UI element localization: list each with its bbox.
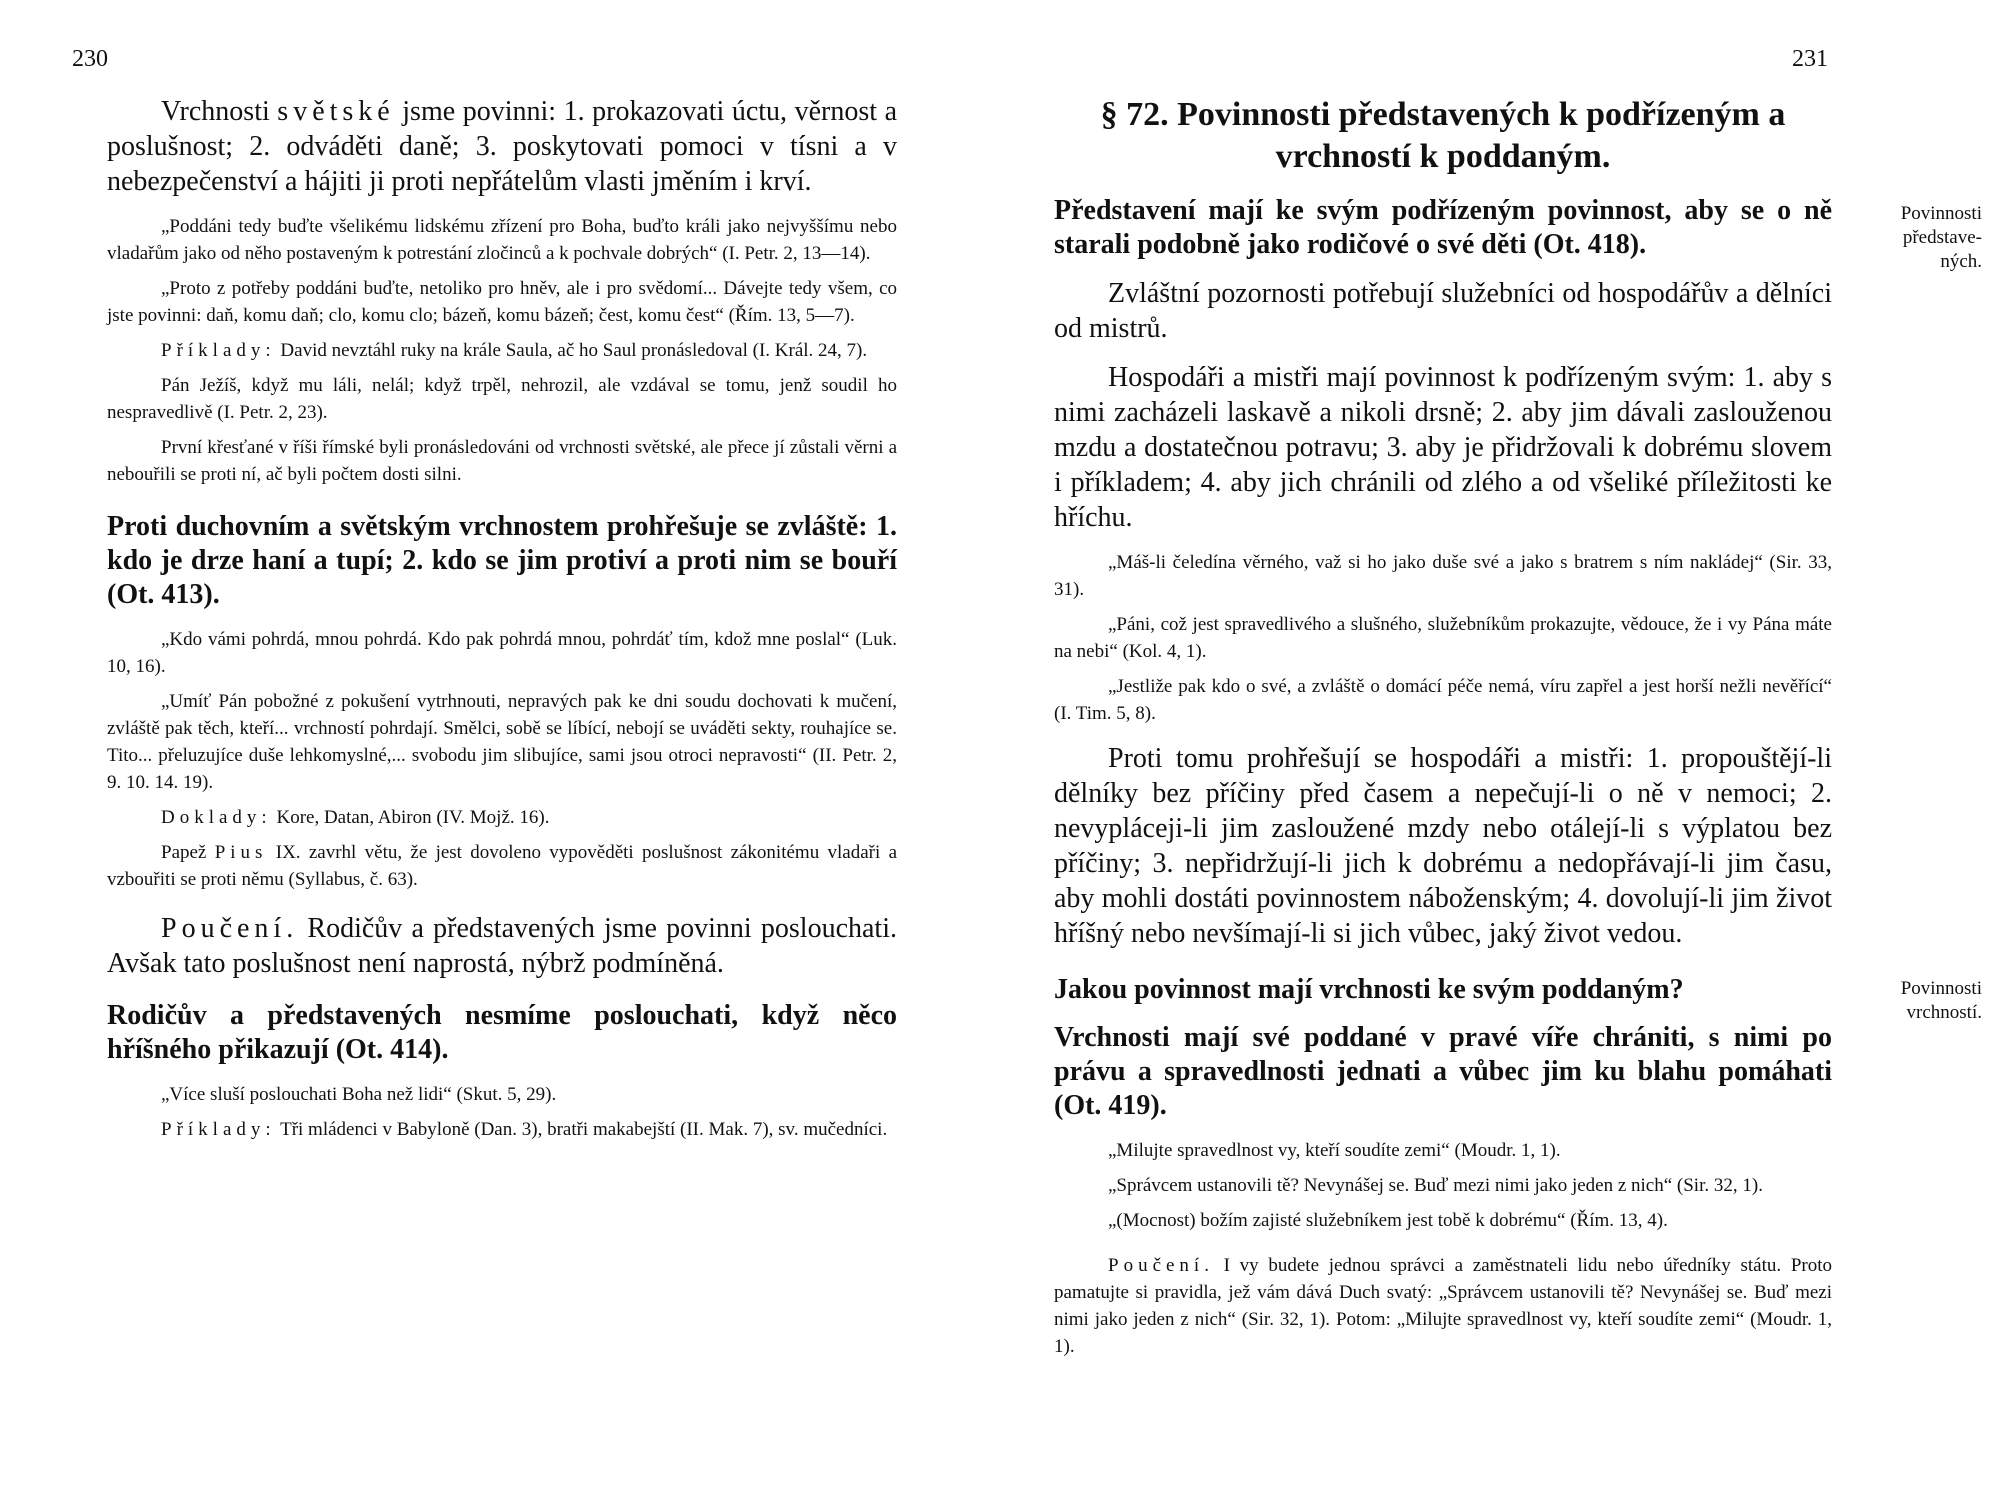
margin-note bbox=[1842, 977, 1982, 1025]
paragraph bbox=[107, 94, 897, 199]
quote-paragraph: „(Mocnost) božím zajisté služebníkem jest tobě k dobrému“ (Řím. 13, 4). bbox=[1108, 1210, 1668, 1231]
quote-paragraph: „Více sluší poslouchati Boha než lidi“ (Skut. 5, 29). bbox=[161, 1084, 557, 1105]
example-text: David nevztáhl ruky na krále Saula, ač ho Saul pronásledoval (I. Král. 24, 7). bbox=[280, 340, 868, 361]
paragraph-text: jsme povinni: 1. prokazovati úctu, věrnost a poslušnost; 2. odváděti daně; 3. poskytovati pomoci v tísni a v nebezpečenství a hájiti ji proti nepřátelům vlasti jměním i krví. bbox=[107, 96, 897, 197]
question-heading: Jakou povinnost mají vrchnosti ke svým poddaným? bbox=[1054, 974, 1684, 1005]
bold-rule: Rodičův a představených nesmíme poslouchati, když něco hříšného přikazují (Ot. 414). bbox=[107, 1000, 897, 1065]
right-column bbox=[1054, 94, 1832, 1360]
paragraph-lead: Papež bbox=[161, 842, 207, 863]
quote-paragraph: „Páni, což jest spravedlivého a slušného, služebníkům prokazujte, vědouce, že i vy Pána máte na nebi“ (Kol. 4, 1). bbox=[1054, 614, 1832, 662]
example-label: Příklady: bbox=[161, 340, 276, 361]
note-paragraph bbox=[107, 839, 897, 893]
bold-rule: Proti duchovním a světským vrchnostem prohřešuje se zvláště: 1. kdo je drze haní a tupí; 2. kdo se jim protiví a proti nim se bouří (Ot. 413). bbox=[107, 511, 897, 610]
quote-paragraph: „Milujte spravedlnost vy, kteří soudíte zemi“ (Moudr. 1, 1). bbox=[1108, 1140, 1561, 1161]
quote-paragraph: „Máš-li čeledína věrného, važ si ho jako duše své a jako s bratrem s ním nakládej“ (Sir. 33, 31). bbox=[1054, 552, 1832, 600]
example-paragraph bbox=[107, 337, 897, 364]
section-heading: § 72. Povinnosti představených k podřízeným a vrchností k poddaným. bbox=[1100, 96, 1786, 175]
left-column bbox=[107, 94, 897, 1143]
lesson-paragraph bbox=[1054, 1252, 1832, 1360]
margin-note-line: Povinnosti bbox=[1900, 978, 1982, 999]
lesson-label: Poučení. bbox=[1108, 1255, 1214, 1276]
quote-paragraph: „Kdo vámi pohrdá, mnou pohrdá. Kdo pak pohrdá mnou, pohrdáť tím, kdož mne poslal“ (Luk. 10, 16). bbox=[107, 629, 897, 677]
evidence-text: Kore, Datan, Abiron (IV. Mojž. 16). bbox=[276, 807, 550, 828]
bold-rule: Představení mají ke svým podřízeným povinnost, aby se o ně starali podobně jako rodičové o své děti (Ot. 418). bbox=[1054, 195, 1832, 260]
page-number-right: 231 bbox=[1792, 46, 1828, 72]
margin-note-line: Povinnosti bbox=[1900, 203, 1982, 224]
quote-paragraph: „Správcem ustanovili tě? Nevynášej se. Buď mezi nimi jako jeden z nich“ (Sir. 32, 1). bbox=[1108, 1175, 1763, 1196]
margin-note-line: vrchností. bbox=[1906, 1002, 1982, 1023]
bold-rule: Vrchnosti mají své poddané v pravé víře chrániti, s nimi po právu a spravedlnosti jednati a vůbec jim ku blahu pomáhati (Ot. 419). bbox=[1054, 1022, 1832, 1121]
paragraph: Hospodáři a mistři mají povinnost k podřízeným svým: 1. aby s nimi zacházeli laskavě a nikoli drsně; 2. aby jim dávali zaslouženou mzdu a dostatečnou potravu; 3. aby je přidržovali k dobrému slovem i příkladem; 4. aby jich chránili od zlého a od všeliké příležitosti ke hříchu. bbox=[1054, 362, 1832, 533]
quote-paragraph: „Umíť Pán pobožné z pokušení vytrhnouti, nepravých pak ke dni soudu dochovati k mučení, zvláště pak těch, kteří... vrchností pohrdají. Smělci, sobě se líbící, nebojí se uváděti sekty, rouhajíce se. Tito... přeluzujíce duše lehkomyslné,... svobodu jim slibujíce, sami jsou otroci nepravosti“ (II. Petr. 2, 9. 10. 14. 19). bbox=[107, 691, 897, 793]
page-number-left: 230 bbox=[72, 46, 108, 72]
spaced-term: světské bbox=[277, 96, 395, 127]
spaced-term: Pius bbox=[214, 842, 268, 863]
example-label: Příklady: bbox=[161, 1119, 276, 1140]
evidence-label: Doklady: bbox=[161, 807, 272, 828]
lesson-label: Poučení. bbox=[161, 913, 299, 944]
quote-paragraph: „Proto z potřeby poddáni buďte, netoliko pro hněv, ale i pro svědomí... Dávejte tedy všem, co jste povinni: daň, komu daň; clo, komu clo; bázeň, komu bázeň; čest, komu čest“ (Řím. 13, 5—7). bbox=[107, 278, 897, 326]
lesson-text: Rodičův a představených jsme povinni poslouchati. Avšak tato poslušnost není naprostá, nýbrž podmíněná. bbox=[107, 913, 897, 979]
note-paragraph: První křesťané v říši římské byli pronásledováni od vrchnosti světské, ale přece jí zůstali věrni a nebouřili se proti ní, ač byli počtem dosti silni. bbox=[107, 437, 897, 485]
right-page bbox=[996, 0, 1992, 1500]
margin-note-line: představe- bbox=[1902, 227, 1982, 248]
paragraph: Zvláštní pozornosti potřebují služebníci od hospodářův a dělníci od mistrů. bbox=[1054, 278, 1832, 344]
example-paragraph bbox=[107, 1116, 897, 1143]
paragraph-text: IX. zavrhl větu, že jest dovoleno vypověděti poslušnost zákonitému vladaři a vzbouřiti se proti němu (Syllabus, č. 63). bbox=[107, 842, 898, 890]
paragraph-lead: Vrchnosti bbox=[161, 96, 270, 127]
margin-note bbox=[1842, 202, 1982, 274]
example-text: Tři mládenci v Babyloně (Dan. 3), bratři makabejští (II. Mak. 7), sv. mučedníci. bbox=[280, 1119, 888, 1140]
lesson-text: I vy budete jednou správci a zaměstnateli lidu nebo úředníky státu. Proto pamatujte si pravidla, jež vám dává Duch svatý: „Správcem ustanovili tě? Nevynášej se. Buď mezi nimi jako jeden z nich“ (Sir. 32, 1). Potom: „Milujte spravedlnost vy, kteří soudíte zemi“ (Moudr. 1, 1). bbox=[1054, 1255, 1832, 1357]
note-paragraph: Pán Ježíš, když mu láli, nelál; když trpěl, nehrozil, ale vzdával se tomu, jenž soudil ho nespravedlivě (I. Petr. 2, 23). bbox=[107, 375, 897, 423]
quote-paragraph: „Jestliže pak kdo o své, a zvláště o domácí péče nemá, víru zapřel a jest horší nežli nevěřící“ (I. Tim. 5, 8). bbox=[1054, 676, 1832, 724]
lesson-paragraph bbox=[107, 911, 897, 981]
evidence-paragraph bbox=[107, 804, 897, 831]
paragraph: Proti tomu prohřešují se hospodáři a mistři: 1. propouštějí-li dělníky bez příčiny před časem a nepečují-li o ně v nemoci; 2. nevypláceji-li jim zasloužené mzdy nebo otálejí-li s výplatou bez příčiny; 3. nepřidržují-li jich k dobrému a nedopřávají-li jim času, aby mohli dostáti povinnostem náboženským; 4. dovolují-li jim život hříšný nebo nevšímají-li si jich vůbec, jaký život vedou. bbox=[1054, 743, 1832, 949]
margin-note-line: ných. bbox=[1940, 251, 1982, 272]
quote-paragraph: „Poddáni tedy buďte všelikému lidskému zřízení pro Boha, buďto králi jako nejvyššímu nebo vladařům jako od něho postaveným k potrestání zločinců a k pochvale dobrých“ (I. Petr. 2, 13—14). bbox=[107, 216, 897, 264]
